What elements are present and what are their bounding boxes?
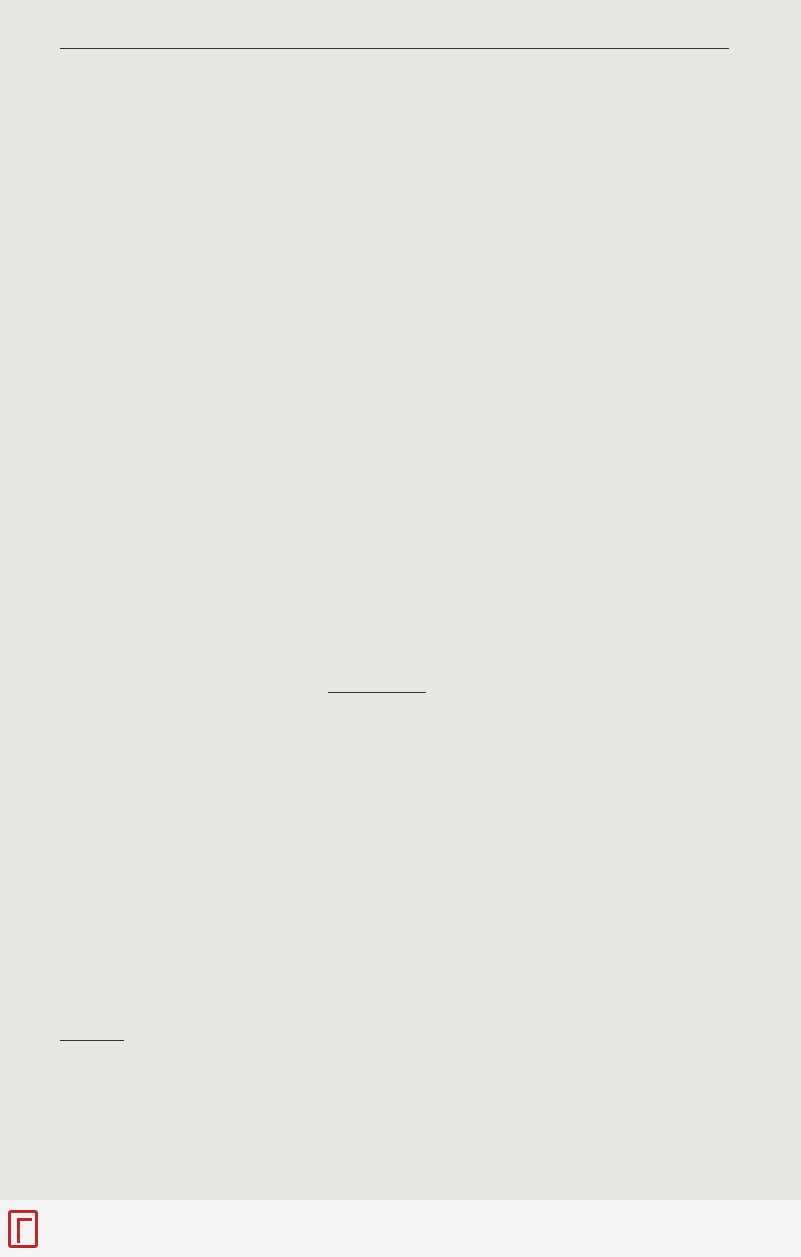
running-head	[58, 20, 727, 40]
footnote-rule	[60, 1040, 124, 1041]
viewer-footer	[0, 1200, 801, 1257]
header-rule	[60, 48, 729, 49]
library-logo-icon	[8, 1210, 38, 1248]
section-separator	[328, 692, 426, 693]
